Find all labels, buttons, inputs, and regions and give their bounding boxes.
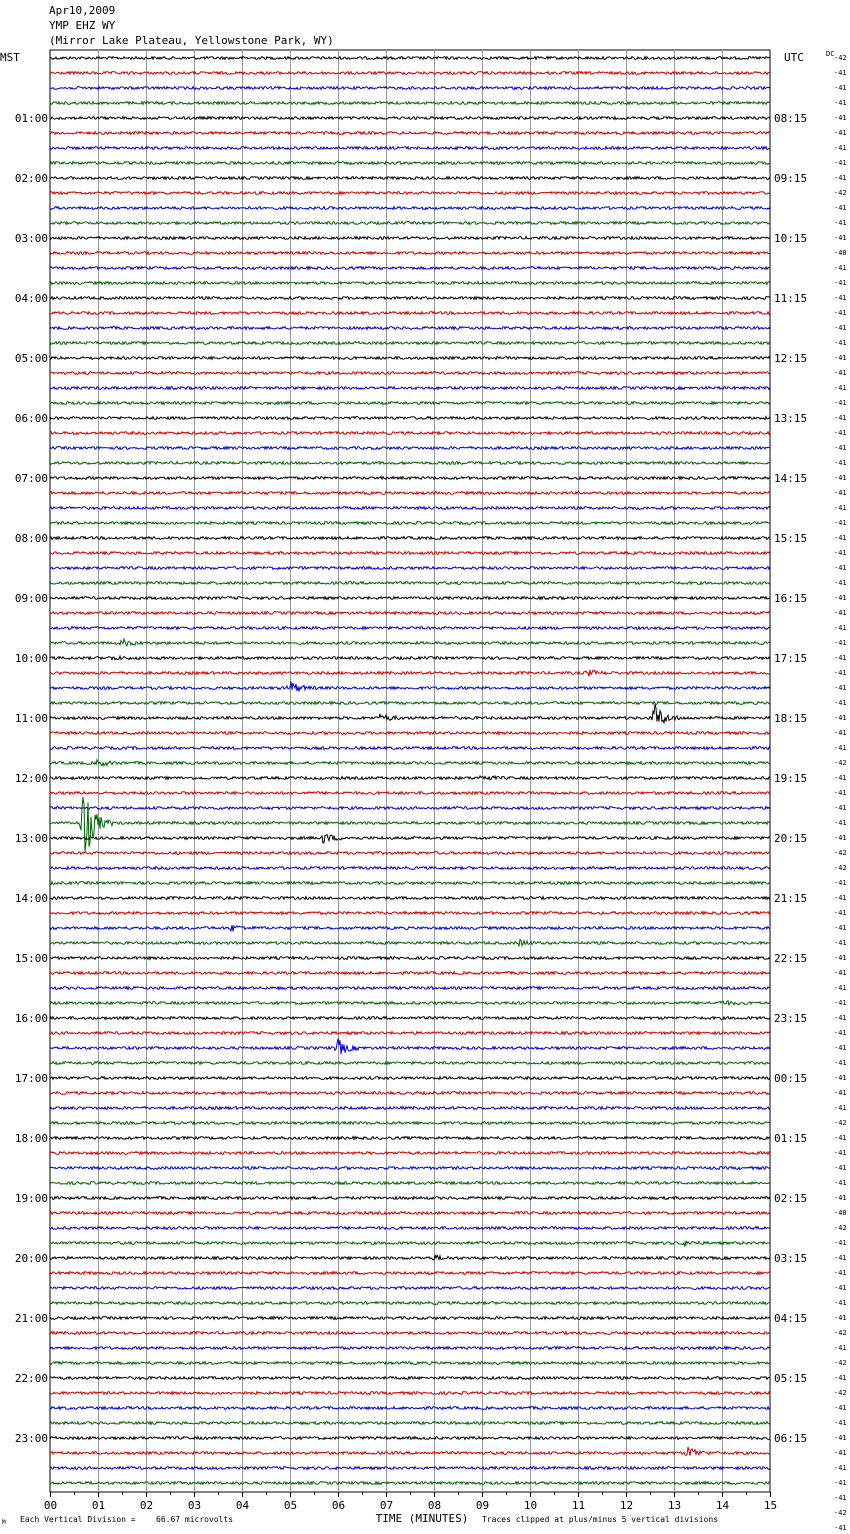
- seismic-trace: [50, 797, 770, 852]
- seismic-trace: [50, 462, 770, 465]
- dc-offset-value: -41: [834, 309, 847, 317]
- dc-offset-value: -41: [834, 1269, 847, 1277]
- utc-hour-label: 04:15: [774, 1312, 808, 1325]
- dc-offset-value: -41: [834, 234, 847, 242]
- seismic-trace: [50, 940, 770, 946]
- dc-offset-value: -42: [834, 189, 847, 197]
- dc-offset-value: -41: [834, 159, 847, 167]
- dc-offset-value: -41: [834, 534, 847, 542]
- dc-offset-value: -41: [834, 474, 847, 482]
- dc-offset-value: -41: [834, 504, 847, 512]
- utc-hour-label: 12:15: [774, 352, 808, 365]
- mst-hour-label: 15:00: [14, 952, 48, 965]
- scale-mark: M: [2, 1519, 6, 1526]
- seismic-trace: [50, 1467, 770, 1470]
- dc-offset-value: -41: [834, 444, 847, 452]
- plot-date: Apr10,2009: [49, 4, 116, 17]
- dc-offset-value: -41: [834, 834, 847, 842]
- dc-offset-value: -41: [834, 144, 847, 152]
- seismic-trace: [50, 522, 770, 525]
- dc-offset-value: -41: [834, 1149, 847, 1157]
- mst-hour-label: 18:00: [14, 1132, 48, 1145]
- seismic-trace: [50, 612, 770, 615]
- x-tick-label: 12: [619, 1499, 634, 1512]
- mst-hour-label: 03:00: [14, 232, 48, 245]
- dc-offset-value: -41: [834, 279, 847, 287]
- seismic-trace: [50, 912, 770, 915]
- seismic-trace: [50, 237, 770, 240]
- utc-hour-label: 23:15: [774, 1012, 808, 1025]
- dc-offset-value: -41: [834, 819, 847, 827]
- seismic-trace: [50, 957, 770, 960]
- x-tick-label: 09: [475, 1499, 490, 1512]
- utc-hour-label: 21:15: [774, 892, 808, 905]
- seismic-trace: [50, 807, 770, 810]
- dc-offset-value: -41: [834, 1524, 847, 1532]
- dc-offset-value: -41: [834, 1029, 847, 1037]
- dc-offset-value: -41: [834, 204, 847, 212]
- seismic-trace: [50, 704, 770, 723]
- x-tick-label: 14: [715, 1499, 730, 1512]
- seismic-trace: [50, 1482, 770, 1485]
- dc-offset-value: -41: [834, 1299, 847, 1307]
- seismic-trace: [50, 162, 770, 165]
- seismic-trace: [50, 1255, 770, 1260]
- dc-offset-value: -41: [834, 789, 847, 797]
- dc-offset-value: -41: [834, 699, 847, 707]
- seismic-trace: [50, 747, 770, 750]
- seismic-trace: [50, 402, 770, 405]
- seismic-trace: [50, 776, 770, 780]
- dc-offset-value: -41: [834, 399, 847, 407]
- seismic-trace: [50, 1062, 770, 1065]
- dc-offset-value: -42: [834, 1359, 847, 1367]
- utc-hour-label: 13:15: [774, 412, 808, 425]
- x-tick-label: 04: [235, 1499, 250, 1512]
- seismic-trace: [50, 537, 770, 540]
- mst-hour-label: 01:00: [14, 112, 48, 125]
- dc-offset-value: -41: [834, 1254, 847, 1262]
- seismic-trace: [50, 732, 770, 735]
- utc-hour-label: 09:15: [774, 172, 808, 185]
- mst-hour-label: 10:00: [14, 652, 48, 665]
- mst-hour-label: 20:00: [14, 1252, 48, 1265]
- seismic-trace: [50, 252, 770, 255]
- utc-hour-label: 06:15: [774, 1432, 808, 1445]
- seismic-trace: [50, 387, 770, 390]
- seismic-trace: [50, 1092, 770, 1095]
- seismic-trace: [50, 656, 770, 660]
- seismic-trace: [50, 147, 770, 150]
- seismic-trace: [50, 327, 770, 330]
- dc-offset-value: -41: [834, 594, 847, 602]
- seismic-trace: [50, 1287, 770, 1290]
- utc-hour-label: 11:15: [774, 292, 808, 305]
- mst-hour-label: 11:00: [14, 712, 48, 725]
- dc-offset-value: -41: [834, 69, 847, 77]
- dc-offset-value: -40: [834, 249, 847, 257]
- dc-offset-value: -42: [834, 1509, 847, 1517]
- dc-offset-value: -41: [834, 1404, 847, 1412]
- dc-offset-value: -41: [834, 294, 847, 302]
- seismic-trace: [50, 312, 770, 315]
- seismic-trace: [50, 1182, 770, 1185]
- seismic-trace: [50, 682, 770, 692]
- dc-offset-value: -41: [834, 909, 847, 917]
- seismic-trace: [50, 1317, 770, 1320]
- utc-hour-label: 20:15: [774, 832, 808, 845]
- x-tick-label: 11: [571, 1499, 586, 1512]
- dc-offset-value: -41: [834, 174, 847, 182]
- dc-offset-value: -41: [834, 1194, 847, 1202]
- dc-offset-value: -41: [834, 669, 847, 677]
- dc-offset-value: -41: [834, 954, 847, 962]
- seismic-trace: [50, 357, 770, 360]
- dc-offset-value: -41: [834, 1374, 847, 1382]
- seismic-trace: [50, 192, 770, 195]
- seismic-trace: [50, 1017, 770, 1020]
- dc-offset-value: -41: [834, 1314, 847, 1322]
- seismic-trace: [50, 1437, 770, 1440]
- utc-hour-label: 14:15: [774, 472, 808, 485]
- seismic-trace: [50, 72, 770, 75]
- x-tick-label: 02: [139, 1499, 154, 1512]
- x-tick-label: 05: [283, 1499, 298, 1512]
- seismic-trace: [50, 597, 770, 600]
- seismic-trace: [50, 1302, 770, 1305]
- dc-offset-value: -41: [834, 1179, 847, 1187]
- seismic-trace: [50, 1407, 770, 1410]
- utc-hour-label: 08:15: [774, 112, 808, 125]
- dc-offset-value: -41: [834, 924, 847, 932]
- utc-hour-label: 17:15: [774, 652, 808, 665]
- seismic-trace: [50, 760, 770, 766]
- dc-offset-value: -42: [834, 1389, 847, 1397]
- mst-hour-label: 14:00: [14, 892, 48, 905]
- dc-offset-value: -41: [834, 1044, 847, 1052]
- seismic-trace: [50, 882, 770, 885]
- seismic-trace: [50, 297, 770, 300]
- dc-offset-value: -41: [834, 879, 847, 887]
- dc-offset-value: -41: [834, 459, 847, 467]
- dc-offset-value: -41: [834, 264, 847, 272]
- utc-hour-label: 00:15: [774, 1072, 808, 1085]
- seismic-trace: [50, 87, 770, 90]
- dc-offset-value: -41: [834, 714, 847, 722]
- dc-offset-value: -41: [834, 1059, 847, 1067]
- seismic-trace: [50, 925, 770, 931]
- dc-offset-value: -41: [834, 1494, 847, 1502]
- seismic-trace: [50, 492, 770, 495]
- dc-offset-value: -41: [834, 369, 847, 377]
- seismic-trace: [50, 1227, 770, 1230]
- seismic-trace: [50, 1077, 770, 1080]
- dc-offset-value: -41: [834, 744, 847, 752]
- mst-hour-label: 12:00: [14, 772, 48, 785]
- clip-note: Traces clipped at plus/minus 5 vertical divisions: [482, 1515, 719, 1524]
- dc-offset-value: -41: [834, 609, 847, 617]
- mst-hour-label: 16:00: [14, 1012, 48, 1025]
- seismic-trace: [50, 207, 770, 210]
- seismic-trace: [50, 1447, 770, 1456]
- dc-offset-value: -41: [834, 939, 847, 947]
- microvolts-note: 66.67 microvolts: [156, 1515, 234, 1524]
- seismic-trace: [50, 1137, 770, 1140]
- seismic-trace: [50, 132, 770, 135]
- seismic-trace: [50, 1152, 770, 1155]
- mst-hour-label: 13:00: [14, 832, 48, 845]
- seismic-trace: [50, 972, 770, 975]
- x-tick-label: 08: [427, 1499, 442, 1512]
- seismic-trace: [50, 1422, 770, 1425]
- utc-hour-label: 15:15: [774, 532, 808, 545]
- dc-label: DC: [826, 50, 835, 58]
- dc-offset-value: -41: [834, 489, 847, 497]
- utc-hour-label: 10:15: [774, 232, 808, 245]
- seismic-trace: [50, 702, 770, 705]
- dc-offset-value: -41: [834, 339, 847, 347]
- seismic-trace: [50, 1001, 770, 1005]
- dc-offset-value: -41: [834, 1164, 847, 1172]
- dc-offset-value: -41: [834, 894, 847, 902]
- seismic-trace: [50, 867, 770, 870]
- mst-hour-label: 22:00: [14, 1372, 48, 1385]
- dc-offset-value: -41: [834, 729, 847, 737]
- dc-offset-value: -42: [834, 849, 847, 857]
- mst-axis-label: MST: [0, 51, 20, 64]
- dc-offset-value: -41: [834, 984, 847, 992]
- dc-offset-value: -41: [834, 564, 847, 572]
- dc-offset-value: -41: [834, 84, 847, 92]
- dc-offset-value: -41: [834, 549, 847, 557]
- dc-offset-value: -41: [834, 579, 847, 587]
- mst-hour-label: 17:00: [14, 1072, 48, 1085]
- seismic-trace: [50, 372, 770, 375]
- seismic-trace: [50, 282, 770, 285]
- dc-offset-value: -41: [834, 519, 847, 527]
- mst-hour-label: 19:00: [14, 1192, 48, 1205]
- seismic-trace: [50, 835, 770, 843]
- seismic-trace: [50, 1347, 770, 1350]
- seismic-trace: [50, 1167, 770, 1170]
- seismic-trace: [50, 552, 770, 555]
- dc-offset-value: -41: [834, 1104, 847, 1112]
- seismic-trace: [50, 267, 770, 270]
- x-tick-label: 01: [91, 1499, 106, 1512]
- dc-offset-value: -42: [834, 54, 847, 62]
- seismic-trace: [50, 1039, 770, 1055]
- dc-offset-value: -42: [834, 864, 847, 872]
- dc-offset-value: -41: [834, 804, 847, 812]
- dc-offset-value: -41: [834, 1479, 847, 1487]
- utc-axis-label: UTC: [784, 51, 804, 64]
- utc-hour-label: 01:15: [774, 1132, 808, 1145]
- dc-offset-value: -41: [834, 624, 847, 632]
- plot-location: (Mirror Lake Plateau, Yellowstone Park, WY): [49, 34, 334, 47]
- seismic-trace: [50, 792, 770, 795]
- dc-offset-value: -41: [834, 639, 847, 647]
- dc-offset-value: -42: [834, 1329, 847, 1337]
- seismic-trace: [50, 507, 770, 510]
- dc-offset-value: -41: [834, 414, 847, 422]
- dc-offset-value: -41: [834, 1089, 847, 1097]
- dc-offset-value: -41: [834, 969, 847, 977]
- utc-hour-label: 03:15: [774, 1252, 808, 1265]
- seismic-trace: [50, 117, 770, 120]
- seismic-trace: [50, 1212, 770, 1215]
- dc-offset-value: -41: [834, 1134, 847, 1142]
- dc-offset-value: -41: [834, 1239, 847, 1247]
- seismic-trace: [50, 567, 770, 570]
- seismic-trace: [50, 342, 770, 345]
- dc-offset-value: -41: [834, 354, 847, 362]
- seismic-trace: [50, 417, 770, 420]
- seismic-trace: [50, 102, 770, 105]
- dc-offset-value: -41: [834, 1074, 847, 1082]
- seismic-trace: [50, 1272, 770, 1275]
- dc-offset-value: -41: [834, 129, 847, 137]
- dc-offset-value: -41: [834, 219, 847, 227]
- x-tick-label: 00: [43, 1499, 58, 1512]
- dc-offset-value: -41: [834, 384, 847, 392]
- dc-offset-value: -41: [834, 1419, 847, 1427]
- seismic-trace: [50, 582, 770, 585]
- mst-hour-label: 09:00: [14, 592, 48, 605]
- x-tick-label: 03: [187, 1499, 202, 1512]
- utc-hour-label: 22:15: [774, 952, 808, 965]
- seismic-trace: [50, 1107, 770, 1110]
- seismic-trace: [50, 1392, 770, 1395]
- seismic-trace: [50, 222, 770, 225]
- mst-hour-label: 21:00: [14, 1312, 48, 1325]
- mst-hour-label: 06:00: [14, 412, 48, 425]
- utc-hour-label: 16:15: [774, 592, 808, 605]
- x-tick-label: 07: [379, 1499, 394, 1512]
- utc-hour-label: 19:15: [774, 772, 808, 785]
- plot-station: YMP EHZ WY: [49, 19, 116, 32]
- dc-offset-value: -42: [834, 1224, 847, 1232]
- dc-offset-value: -41: [834, 1464, 847, 1472]
- seismic-trace: [50, 1377, 770, 1380]
- dc-offset-value: -41: [834, 324, 847, 332]
- x-axis-title: TIME (MINUTES): [375, 1512, 469, 1525]
- utc-hour-label: 05:15: [774, 1372, 808, 1385]
- dc-offset-value: -40: [834, 1209, 847, 1217]
- dc-offset-value: -41: [834, 114, 847, 122]
- seismic-trace: [50, 1332, 770, 1335]
- x-tick-label: 13: [667, 1499, 682, 1512]
- seismic-trace: [50, 1362, 770, 1365]
- x-tick-label: 06: [331, 1499, 346, 1512]
- dc-offset-value: -41: [834, 1449, 847, 1457]
- mst-hour-label: 05:00: [14, 352, 48, 365]
- dc-offset-value: -42: [834, 1119, 847, 1127]
- seismic-trace: [50, 432, 770, 435]
- vertical-division-note: Each Vertical Division =: [20, 1515, 136, 1524]
- seismic-trace: [50, 1241, 770, 1247]
- x-tick-label: 10: [523, 1499, 538, 1512]
- dc-offset-value: -41: [834, 774, 847, 782]
- seismic-trace: [50, 477, 770, 480]
- seismic-trace: [50, 447, 770, 450]
- mst-hour-label: 04:00: [14, 292, 48, 305]
- dc-offset-value: -41: [834, 1344, 847, 1352]
- dc-offset-value: -42: [834, 759, 847, 767]
- dc-offset-value: -41: [834, 1434, 847, 1442]
- utc-hour-label: 02:15: [774, 1192, 808, 1205]
- mst-hour-label: 08:00: [14, 532, 48, 545]
- seismic-trace: [50, 1122, 770, 1125]
- dc-offset-value: -41: [834, 99, 847, 107]
- dc-offset-value: -41: [834, 684, 847, 692]
- plot-frame: [50, 50, 770, 1492]
- dc-offset-value: -41: [834, 429, 847, 437]
- seismic-trace: [50, 639, 770, 646]
- utc-hour-label: 18:15: [774, 712, 808, 725]
- seismic-trace: [50, 897, 770, 900]
- dc-offset-value: -41: [834, 1284, 847, 1292]
- seismic-trace: [50, 852, 770, 855]
- seismic-trace: [50, 177, 770, 180]
- mst-hour-label: 02:00: [14, 172, 48, 185]
- seismic-trace: [50, 1197, 770, 1200]
- seismic-trace: [50, 627, 770, 630]
- dc-offset-value: -41: [834, 999, 847, 1007]
- dc-offset-value: -41: [834, 654, 847, 662]
- seismic-trace: [50, 1032, 770, 1035]
- dc-offset-value: -41: [834, 1014, 847, 1022]
- mst-hour-label: 23:00: [14, 1432, 48, 1445]
- seismic-trace: [50, 670, 770, 677]
- x-tick-label: 15: [763, 1499, 778, 1512]
- mst-hour-label: 07:00: [14, 472, 48, 485]
- seismic-trace: [50, 57, 770, 60]
- seismic-trace: [50, 987, 770, 990]
